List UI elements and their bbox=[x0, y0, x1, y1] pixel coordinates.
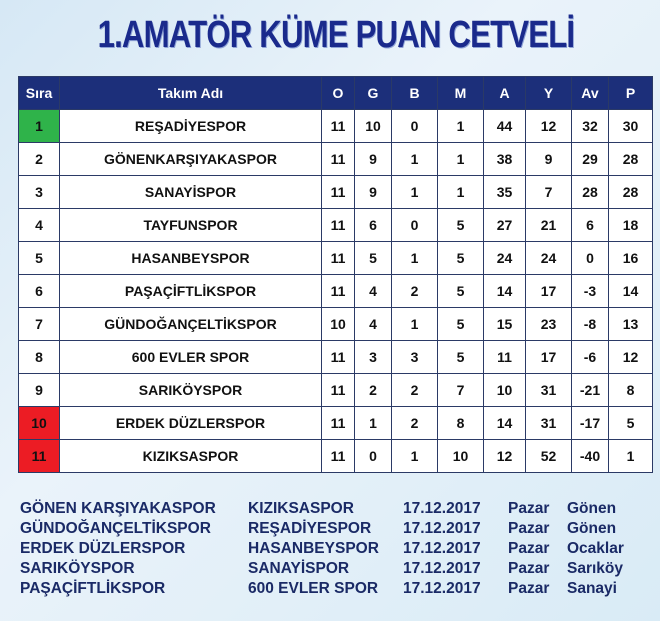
table-row bbox=[19, 110, 653, 143]
cell-played: 11 bbox=[322, 275, 355, 308]
table-row bbox=[19, 242, 653, 275]
fixture-venue: Sarıköy bbox=[567, 560, 624, 577]
cell-goals-against: 7 bbox=[526, 176, 572, 209]
cell-goals-for: 35 bbox=[484, 176, 526, 209]
fixture-venue: Ocaklar bbox=[567, 540, 624, 557]
cell-rank: 5 bbox=[19, 242, 60, 275]
fixture-date: 17.12.2017 bbox=[403, 520, 481, 537]
cell-won: 5 bbox=[355, 242, 392, 275]
fixture-row bbox=[20, 520, 645, 540]
fixture-venue: Gönen bbox=[567, 500, 617, 517]
header-drawn: B bbox=[392, 77, 438, 110]
fixture-away: HASANBEYSPOR bbox=[248, 540, 379, 557]
cell-goals-against: 17 bbox=[526, 275, 572, 308]
cell-goal-diff: 0 bbox=[572, 242, 609, 275]
header-goals-against: Y bbox=[526, 77, 572, 110]
fixture-day: Pazar bbox=[508, 580, 550, 597]
cell-lost: 1 bbox=[438, 176, 484, 209]
cell-points: 13 bbox=[609, 308, 653, 341]
cell-goal-diff: 28 bbox=[572, 176, 609, 209]
cell-goals-against: 21 bbox=[526, 209, 572, 242]
table-row bbox=[19, 143, 653, 176]
fixture-date: 17.12.2017 bbox=[403, 540, 481, 557]
cell-rank: 6 bbox=[19, 275, 60, 308]
fixture-day: Pazar bbox=[508, 560, 550, 577]
cell-lost: 5 bbox=[438, 209, 484, 242]
standings-table bbox=[18, 76, 653, 473]
fixture-day: Pazar bbox=[508, 540, 550, 557]
cell-points: 5 bbox=[609, 407, 653, 440]
fixture-row bbox=[20, 560, 645, 580]
cell-lost: 1 bbox=[438, 110, 484, 143]
cell-goals-against: 52 bbox=[526, 440, 572, 473]
cell-won: 2 bbox=[355, 374, 392, 407]
cell-lost: 5 bbox=[438, 242, 484, 275]
fixture-home: GÜNDOĞANÇELTİKSPOR bbox=[20, 520, 211, 537]
header-points: P bbox=[609, 77, 653, 110]
cell-points: 28 bbox=[609, 176, 653, 209]
cell-played: 11 bbox=[322, 242, 355, 275]
cell-goal-diff: -40 bbox=[572, 440, 609, 473]
table-header-row bbox=[19, 77, 653, 110]
fixture-away: 600 EVLER SPOR bbox=[248, 580, 379, 597]
table-row bbox=[19, 374, 653, 407]
cell-rank: 10 bbox=[19, 407, 60, 440]
cell-rank: 7 bbox=[19, 308, 60, 341]
cell-goal-diff: 6 bbox=[572, 209, 609, 242]
cell-drawn: 1 bbox=[392, 242, 438, 275]
cell-goals-for: 24 bbox=[484, 242, 526, 275]
cell-played: 10 bbox=[322, 308, 355, 341]
cell-rank: 2 bbox=[19, 143, 60, 176]
cell-drawn: 1 bbox=[392, 440, 438, 473]
cell-won: 0 bbox=[355, 440, 392, 473]
cell-won: 1 bbox=[355, 407, 392, 440]
header-goal-diff: Av bbox=[572, 77, 609, 110]
cell-won: 4 bbox=[355, 275, 392, 308]
cell-drawn: 1 bbox=[392, 143, 438, 176]
cell-points: 18 bbox=[609, 209, 653, 242]
header-team: Takım Adı bbox=[60, 77, 322, 110]
cell-points: 30 bbox=[609, 110, 653, 143]
cell-goal-diff: -17 bbox=[572, 407, 609, 440]
table-row bbox=[19, 341, 653, 374]
page-title: 1.AMATÖR KÜME PUAN CETVELİ bbox=[97, 14, 575, 56]
table-row bbox=[19, 407, 653, 440]
table-row bbox=[19, 440, 653, 473]
cell-lost: 5 bbox=[438, 308, 484, 341]
fixture-home: PAŞAÇİFTLİKSPOR bbox=[20, 580, 166, 597]
header-played: O bbox=[322, 77, 355, 110]
cell-played: 11 bbox=[322, 374, 355, 407]
cell-goals-for: 38 bbox=[484, 143, 526, 176]
cell-goals-for: 10 bbox=[484, 374, 526, 407]
fixture-date: 17.12.2017 bbox=[403, 500, 481, 517]
cell-rank: 3 bbox=[19, 176, 60, 209]
cell-rank: 8 bbox=[19, 341, 60, 374]
cell-goals-against: 31 bbox=[526, 407, 572, 440]
cell-goals-against: 12 bbox=[526, 110, 572, 143]
fixture-date: 17.12.2017 bbox=[403, 560, 481, 577]
cell-team: ERDEK DÜZLERSPOR bbox=[60, 407, 322, 440]
fixture-row bbox=[20, 540, 645, 560]
cell-lost: 8 bbox=[438, 407, 484, 440]
cell-lost: 1 bbox=[438, 143, 484, 176]
cell-points: 14 bbox=[609, 275, 653, 308]
cell-goal-diff: -21 bbox=[572, 374, 609, 407]
cell-played: 11 bbox=[322, 407, 355, 440]
cell-rank: 9 bbox=[19, 374, 60, 407]
cell-lost: 7 bbox=[438, 374, 484, 407]
cell-drawn: 0 bbox=[392, 209, 438, 242]
table-row bbox=[19, 308, 653, 341]
cell-played: 11 bbox=[322, 209, 355, 242]
cell-rank: 1 bbox=[19, 110, 60, 143]
cell-team: PAŞAÇİFTLİKSPOR bbox=[60, 275, 322, 308]
cell-won: 3 bbox=[355, 341, 392, 374]
fixture-row bbox=[20, 500, 645, 520]
cell-lost: 5 bbox=[438, 275, 484, 308]
cell-played: 11 bbox=[322, 341, 355, 374]
cell-won: 4 bbox=[355, 308, 392, 341]
fixture-venue: Gönen bbox=[567, 520, 617, 537]
cell-played: 11 bbox=[322, 110, 355, 143]
cell-goal-diff: -6 bbox=[572, 341, 609, 374]
cell-rank: 11 bbox=[19, 440, 60, 473]
fixture-away: KIZIKSASPOR bbox=[248, 500, 354, 517]
cell-goals-against: 9 bbox=[526, 143, 572, 176]
cell-points: 28 bbox=[609, 143, 653, 176]
cell-goals-for: 15 bbox=[484, 308, 526, 341]
cell-drawn: 2 bbox=[392, 374, 438, 407]
fixture-venue: Sanayi bbox=[567, 580, 617, 597]
cell-goals-against: 31 bbox=[526, 374, 572, 407]
cell-drawn: 2 bbox=[392, 407, 438, 440]
fixtures-list bbox=[20, 500, 645, 600]
cell-drawn: 1 bbox=[392, 308, 438, 341]
table-row bbox=[19, 209, 653, 242]
fixture-row bbox=[20, 580, 645, 600]
cell-drawn: 1 bbox=[392, 176, 438, 209]
cell-goals-for: 11 bbox=[484, 341, 526, 374]
fixture-home: SARIKÖYSPOR bbox=[20, 560, 135, 577]
cell-team: HASANBEYSPOR bbox=[60, 242, 322, 275]
cell-points: 1 bbox=[609, 440, 653, 473]
cell-drawn: 2 bbox=[392, 275, 438, 308]
cell-played: 11 bbox=[322, 176, 355, 209]
fixture-away: REŞADİYESPOR bbox=[248, 520, 372, 537]
header-won: G bbox=[355, 77, 392, 110]
cell-goals-for: 44 bbox=[484, 110, 526, 143]
cell-lost: 5 bbox=[438, 341, 484, 374]
table-row bbox=[19, 176, 653, 209]
cell-team: SANAYİSPOR bbox=[60, 176, 322, 209]
cell-drawn: 3 bbox=[392, 341, 438, 374]
cell-goals-against: 23 bbox=[526, 308, 572, 341]
cell-team: GÜNDOĞANÇELTİKSPOR bbox=[60, 308, 322, 341]
fixture-day: Pazar bbox=[508, 500, 550, 517]
cell-goal-diff: -8 bbox=[572, 308, 609, 341]
table-row bbox=[19, 275, 653, 308]
header-lost: M bbox=[438, 77, 484, 110]
cell-played: 11 bbox=[322, 143, 355, 176]
cell-team: REŞADİYESPOR bbox=[60, 110, 322, 143]
cell-team: GÖNENKARŞIYAKASPOR bbox=[60, 143, 322, 176]
cell-goal-diff: -3 bbox=[572, 275, 609, 308]
cell-team: 600 EVLER SPOR bbox=[60, 341, 322, 374]
cell-team: TAYFUNSPOR bbox=[60, 209, 322, 242]
cell-goals-for: 27 bbox=[484, 209, 526, 242]
fixture-home: ERDEK DÜZLERSPOR bbox=[20, 540, 186, 557]
cell-goals-against: 24 bbox=[526, 242, 572, 275]
cell-goals-for: 14 bbox=[484, 407, 526, 440]
cell-drawn: 0 bbox=[392, 110, 438, 143]
header-goals-for: A bbox=[484, 77, 526, 110]
cell-points: 8 bbox=[609, 374, 653, 407]
fixture-away: SANAYİSPOR bbox=[248, 560, 350, 577]
cell-lost: 10 bbox=[438, 440, 484, 473]
cell-goals-against: 17 bbox=[526, 341, 572, 374]
fixture-home: GÖNEN KARŞIYAKASPOR bbox=[20, 500, 216, 517]
cell-team: SARIKÖYSPOR bbox=[60, 374, 322, 407]
fixture-day: Pazar bbox=[508, 520, 550, 537]
header-rank: Sıra bbox=[19, 77, 60, 110]
cell-goal-diff: 29 bbox=[572, 143, 609, 176]
cell-team: KIZIKSASPOR bbox=[60, 440, 322, 473]
cell-points: 12 bbox=[609, 341, 653, 374]
cell-goals-for: 12 bbox=[484, 440, 526, 473]
cell-won: 6 bbox=[355, 209, 392, 242]
fixture-date: 17.12.2017 bbox=[403, 580, 481, 597]
cell-rank: 4 bbox=[19, 209, 60, 242]
cell-won: 10 bbox=[355, 110, 392, 143]
cell-played: 11 bbox=[322, 440, 355, 473]
cell-points: 16 bbox=[609, 242, 653, 275]
cell-goal-diff: 32 bbox=[572, 110, 609, 143]
cell-goals-for: 14 bbox=[484, 275, 526, 308]
cell-won: 9 bbox=[355, 143, 392, 176]
cell-won: 9 bbox=[355, 176, 392, 209]
